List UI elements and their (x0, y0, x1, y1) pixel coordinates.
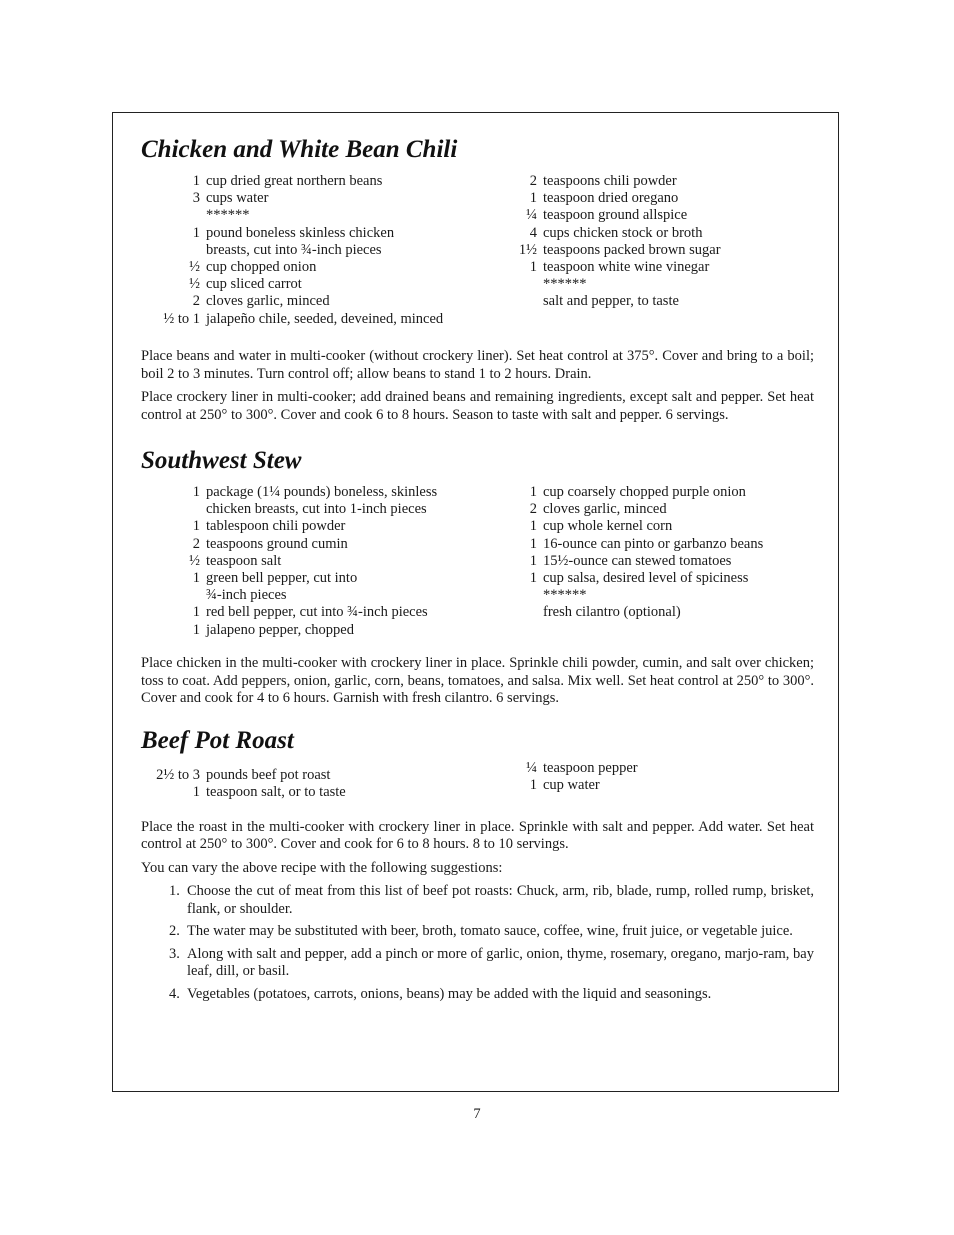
ingredient-row (501, 484, 821, 501)
ingredient-quantity (141, 207, 206, 224)
ingredient-quantity: 1 (529, 518, 537, 535)
ingredient-quantity: 1½ (518, 241, 537, 258)
ingredient-quantity: 3 (192, 190, 200, 207)
ingredient-quantity: 2 (192, 535, 200, 552)
ingredient-row (501, 225, 821, 242)
ingredient-quantity: 1 (192, 518, 200, 535)
ingredient-quantity: 1 (192, 604, 200, 621)
ingredient-text: cup whole kernel corn (543, 518, 673, 535)
ingredient-column-left (141, 173, 501, 328)
suggestion-item: 3. Along with salt and pepper, add a pinch or more of garlic, onion, thyme, rosemary, oregano, marjo-ram, bay leaf, dill, or basil. (169, 945, 814, 979)
ingredient-column-right (501, 173, 821, 311)
ingredient-list (141, 173, 814, 328)
ingredient-text: teaspoon white wine vinegar (543, 259, 710, 276)
ingredient-text: cups water (206, 190, 269, 207)
recipe-southwest-stew (141, 446, 814, 708)
ingredient-text: teaspoon salt, or to taste (206, 783, 346, 800)
ingredient-quantity (141, 501, 206, 518)
ingredient-row (141, 173, 501, 190)
ingredient-quantity: 2 (529, 173, 537, 189)
ingredient-column-right (501, 760, 821, 794)
ingredient-row (501, 604, 821, 621)
ingredient-row (141, 767, 501, 784)
ingredient-row (141, 604, 501, 621)
ingredient-row (501, 518, 821, 535)
ingredient-row (501, 190, 821, 207)
ingredient-list (141, 756, 814, 800)
ingredient-quantity: 4 (529, 224, 537, 241)
ingredient-row (501, 242, 821, 259)
ingredient-quantity: 1 (529, 535, 537, 552)
ingredient-text: ¾-inch pieces (206, 587, 287, 604)
ingredient-row (501, 293, 821, 310)
ingredient-text: cup coarsely chopped purple onion (543, 484, 746, 500)
ingredient-text: cup water (543, 776, 600, 793)
ingredient-text: fresh cilantro (optional) (543, 604, 681, 621)
ingredient-text: package (1¼ pounds) boneless, skinless (206, 484, 438, 500)
ingredient-row (141, 190, 501, 207)
ingredient-quantity (501, 293, 543, 310)
ingredient-quantity: ¼ (526, 207, 537, 224)
ingredient-row (501, 276, 821, 293)
ingredient-quantity: 2 (529, 501, 537, 518)
ingredient-quantity (141, 242, 206, 259)
ingredient-text: cup salsa, desired level of spiciness (543, 570, 749, 587)
ingredient-text: jalapeno pepper, chopped (206, 621, 354, 638)
instruction-paragraph: Place chicken in the multi-cooker with crockery liner in place. Sprinkle chili powder, cumin, and salt over chicken; toss to coat. Add peppers, onion, garlic, corn, beans, tomatoes, and salsa. Mix well. Set heat control at 250° to 300°. Cover and cook for 4 to 6 hours. Garnish with fresh cilantro. 6 servings. (141, 655, 814, 706)
ingredient-text: red bell pepper, cut into ¾-inch pieces (206, 604, 428, 621)
ingredient-quantity: 1 (192, 570, 200, 587)
ingredient-row (141, 293, 501, 310)
ingredient-quantity (501, 587, 543, 604)
ingredient-quantity: 1 (192, 173, 200, 189)
recipe-title: Chicken and White Bean Chili (141, 136, 458, 163)
ingredient-column-left (141, 767, 501, 801)
ingredient-text: tablespoon chili powder (206, 518, 346, 535)
ingredient-text: breasts, cut into ¾-inch pieces (206, 241, 382, 258)
ingredient-row (141, 553, 501, 570)
ingredient-quantity: 1 (529, 552, 537, 569)
suggestion-item: 2. The water may be substituted with beer, broth, tomato sauce, coffee, wine, fruit juice, or vegetable juice. (169, 923, 793, 939)
ingredient-column-left (141, 484, 501, 639)
instruction-paragraph: Place beans and water in multi-cooker (without crockery liner). Set heat control at 375°. Cover and bring to a boil; boil 2 to 3 minutes. Turn control off; allow beans to stand 1 to 2 hours. Drain. (141, 348, 814, 382)
ingredient-text: cloves garlic, minced (543, 501, 667, 518)
recipe-chicken-white-bean-chili (141, 135, 814, 424)
ingredient-text: cloves garlic, minced (206, 293, 330, 310)
ingredient-row (141, 501, 501, 518)
ingredient-text: 15½-ounce can stewed tomatoes (543, 552, 732, 569)
ingredient-text: pounds beef pot roast (206, 766, 331, 783)
recipe-beef-pot-roast (141, 726, 814, 1004)
ingredient-row (141, 536, 501, 553)
ingredient-text: cups chicken stock or broth (543, 224, 703, 241)
ingredient-text: cup sliced carrot (206, 276, 302, 293)
ingredient-quantity: 1 (192, 484, 200, 500)
ingredient-row (141, 570, 501, 587)
ingredient-row (501, 173, 821, 190)
ingredient-row (501, 587, 821, 604)
ingredient-row (501, 259, 821, 276)
ingredient-row (141, 622, 501, 639)
instruction-paragraph: Place the roast in the multi-cooker with crockery liner in place. Sprinkle with salt and pepper. Add water. Set heat control at 250° to 300°. Cover and cook for 6 to 8 hours. 8 to 10 servings. (141, 818, 814, 852)
suggestion-item: 4. Vegetables (potatoes, carrots, onions, beans) may be added with the liquid and seasonings. (169, 985, 712, 1002)
ingredient-text: teaspoons ground cumin (206, 535, 348, 552)
ingredient-row (501, 536, 821, 553)
ingredient-text: teaspoon dried oregano (543, 190, 679, 207)
ingredient-text: ****** (543, 276, 587, 293)
ingredient-text: cup dried great northern beans (206, 173, 383, 189)
recipe-title: Southwest Stew (141, 447, 302, 474)
recipe-title: Beef Pot Roast (141, 726, 294, 754)
ingredient-list (141, 484, 814, 639)
ingredient-text: cup chopped onion (206, 259, 317, 276)
recipe-frame (112, 112, 839, 1092)
ingredient-quantity: 1 (529, 570, 537, 587)
page-number: 7 (473, 1106, 481, 1122)
ingredient-text: ****** (543, 587, 587, 604)
ingredient-text: teaspoon pepper (543, 759, 638, 776)
ingredient-column-right (501, 484, 821, 622)
ingredient-quantity: 1 (192, 783, 200, 800)
ingredient-row (141, 242, 501, 259)
ingredient-row (141, 207, 501, 224)
ingredient-quantity: 1 (529, 190, 537, 207)
ingredient-quantity (501, 276, 543, 293)
ingredient-quantity: 2½ to 3 (156, 766, 200, 783)
ingredient-row (501, 553, 821, 570)
ingredient-row (141, 784, 501, 801)
ingredient-quantity: 1 (192, 621, 200, 638)
ingredient-quantity: 1 (529, 259, 537, 276)
ingredient-quantity: ½ (189, 259, 200, 276)
ingredient-text: chicken breasts, cut into 1-inch pieces (206, 501, 427, 518)
ingredient-text: jalapeño chile, seeded, deveined, minced (206, 310, 444, 327)
ingredient-text: 16-ounce can pinto or garbanzo beans (543, 535, 764, 552)
ingredient-quantity: ½ to 1 (163, 310, 200, 327)
ingredient-row (501, 777, 821, 794)
ingredient-text: pound boneless skinless chicken (206, 224, 395, 241)
ingredient-row (141, 518, 501, 535)
suggestion-list (141, 883, 814, 1003)
ingredient-row (141, 484, 501, 501)
ingredient-quantity: ½ (189, 276, 200, 293)
ingredient-text: teaspoon ground allspice (543, 207, 688, 224)
ingredient-row (501, 501, 821, 518)
ingredient-quantity: 2 (192, 293, 200, 310)
ingredient-row (141, 259, 501, 276)
ingredient-text: ****** (206, 207, 250, 224)
ingredient-quantity: 1 (529, 776, 537, 793)
recipe-content (141, 135, 814, 1008)
ingredient-quantity: 1 (192, 224, 200, 241)
ingredient-quantity: 1 (529, 484, 537, 500)
suggestion-item: 1. Choose the cut of meat from this list of beef pot roasts: Chuck, arm, rib, blade, rump, rolled rump, brisket, flank, or shoulder. (169, 883, 814, 917)
ingredient-quantity (501, 604, 543, 621)
ingredient-text: teaspoons packed brown sugar (543, 241, 721, 258)
ingredient-row (141, 587, 501, 604)
ingredient-text: salt and pepper, to taste (543, 293, 679, 310)
ingredient-quantity: ¼ (526, 759, 537, 776)
ingredient-row (501, 570, 821, 587)
ingredient-quantity: ½ (189, 552, 200, 569)
ingredient-text: teaspoons chili powder (543, 173, 677, 189)
ingredient-row (501, 760, 821, 777)
instruction-paragraph: Place crockery liner in multi-cooker; add drained beans and remaining ingredients, except salt and pepper. Set heat control at 250° to 300°. Cover and cook 6 to 8 hours. Season to taste with salt and pepper. 6 servings. (141, 389, 814, 423)
ingredient-text: teaspoon salt (206, 552, 282, 569)
ingredient-row (141, 311, 501, 328)
ingredient-quantity (141, 587, 206, 604)
ingredient-row (141, 276, 501, 293)
ingredient-row (501, 207, 821, 224)
ingredient-text: green bell pepper, cut into (206, 570, 358, 587)
ingredient-row (141, 225, 501, 242)
instruction-paragraph: You can vary the above recipe with the following suggestions: (141, 859, 503, 876)
